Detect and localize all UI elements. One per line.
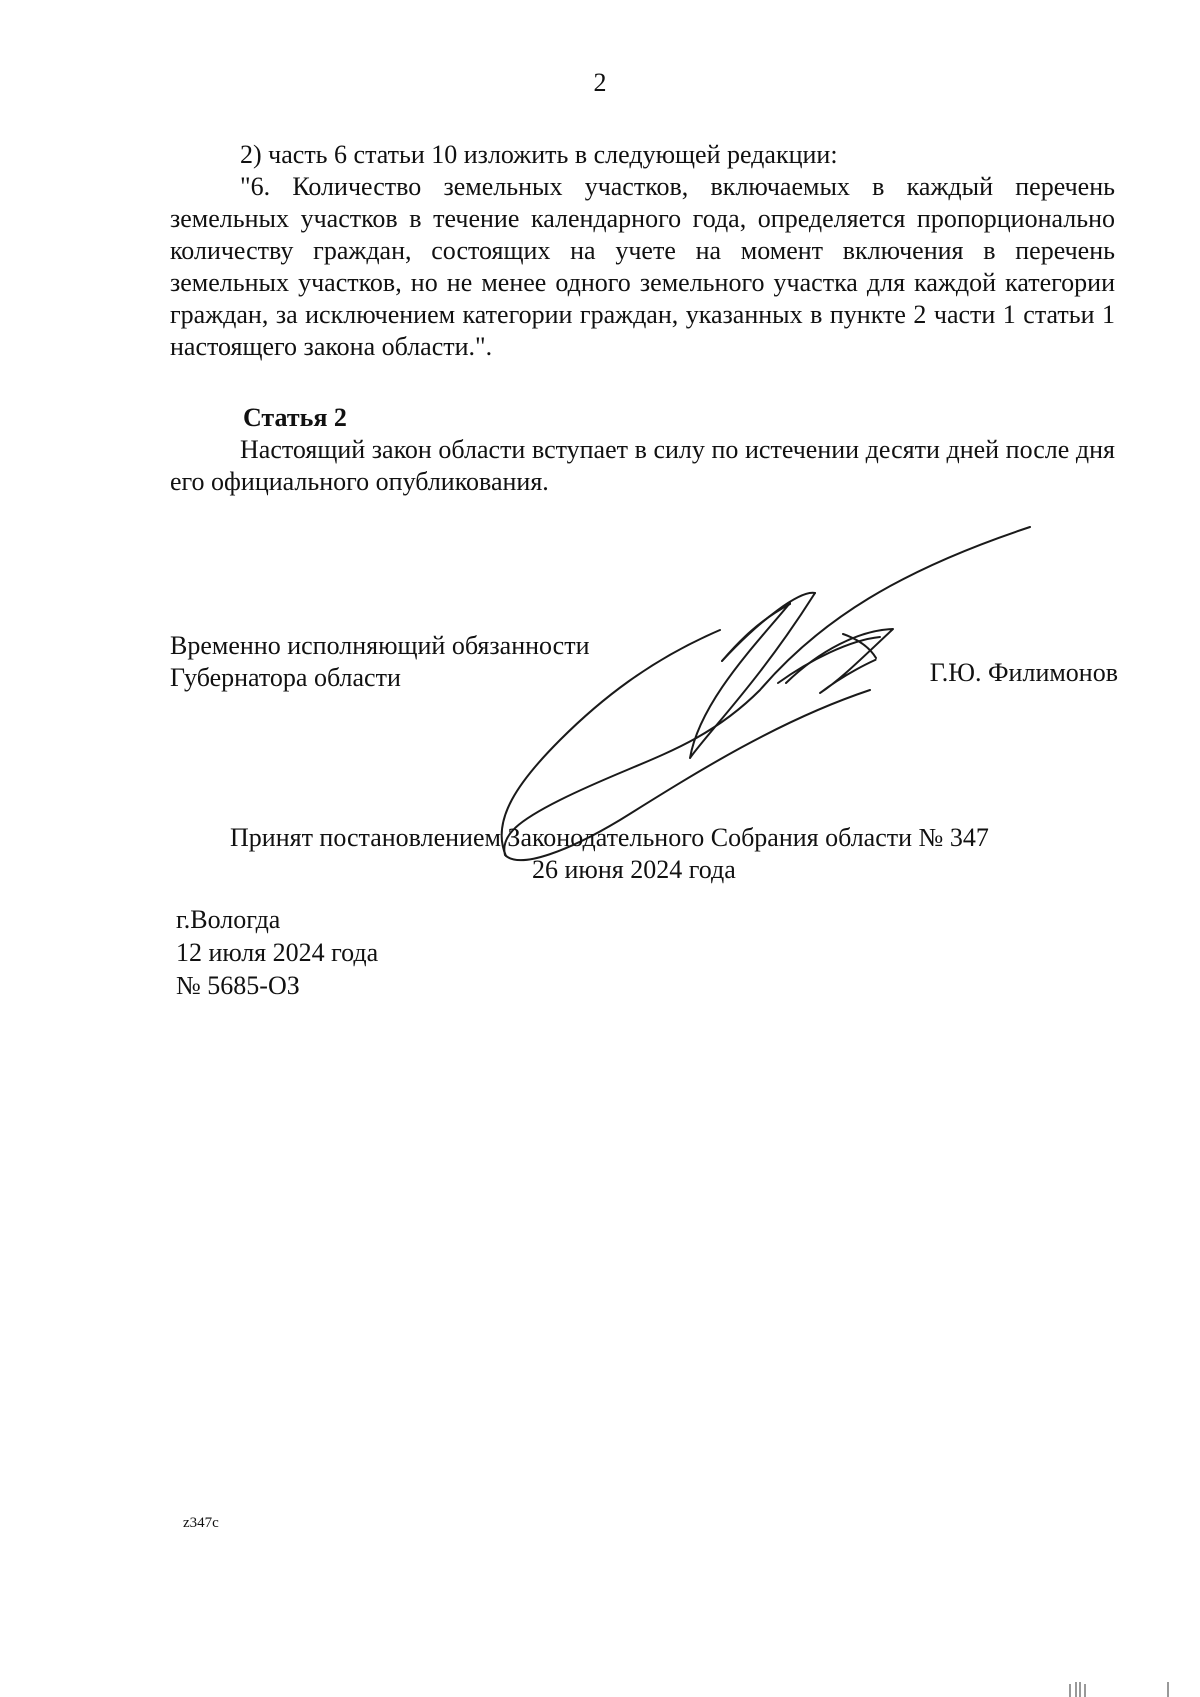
adoption-date: 26 июня 2024 года: [532, 855, 736, 884]
place-date-block: [176, 903, 378, 1002]
page-number: 2: [593, 68, 607, 97]
article-text: Настоящий закон области вступает в силу по истечении десяти дней после дня его официального опубликования.: [170, 435, 1115, 496]
signing-date: 12 июля 2024 года: [176, 938, 379, 967]
article-block: [170, 402, 1115, 498]
document-code: z347c: [183, 1515, 219, 1531]
adoption-statement: Принят постановлением Законодательного Собрания области № 347: [230, 823, 989, 852]
city: г.Вологда: [176, 905, 281, 934]
scan-edge-marks: [1060, 1680, 1180, 1697]
signatory-name: Г.Ю. Филимонов: [929, 658, 1118, 687]
signatory-position-line2: Губернатора области: [170, 663, 401, 692]
amendment-text: "6. Количество земельных участков, включаемых в каждый перечень земельных участков в течение календарного года, определяется пропорционально количеству граждан, состоящих на учете на момент включения в перечень земельных участков, но не менее одного земельного участка для каждой категории граждан, за исключением категории граждан, указанных в пункте 2 части 1 статьи 1 настоящего закона области.".: [170, 172, 1115, 361]
amendment-block: [170, 139, 1115, 363]
law-number: № 5685-ОЗ: [176, 971, 300, 1000]
amendment-intro: 2) часть 6 статьи 10 изложить в следующей редакции:: [240, 140, 838, 169]
signatory-position: [170, 630, 590, 694]
article-title: Статья 2: [243, 403, 347, 432]
signatory-position-line1: Временно исполняющий обязанности: [170, 631, 590, 660]
